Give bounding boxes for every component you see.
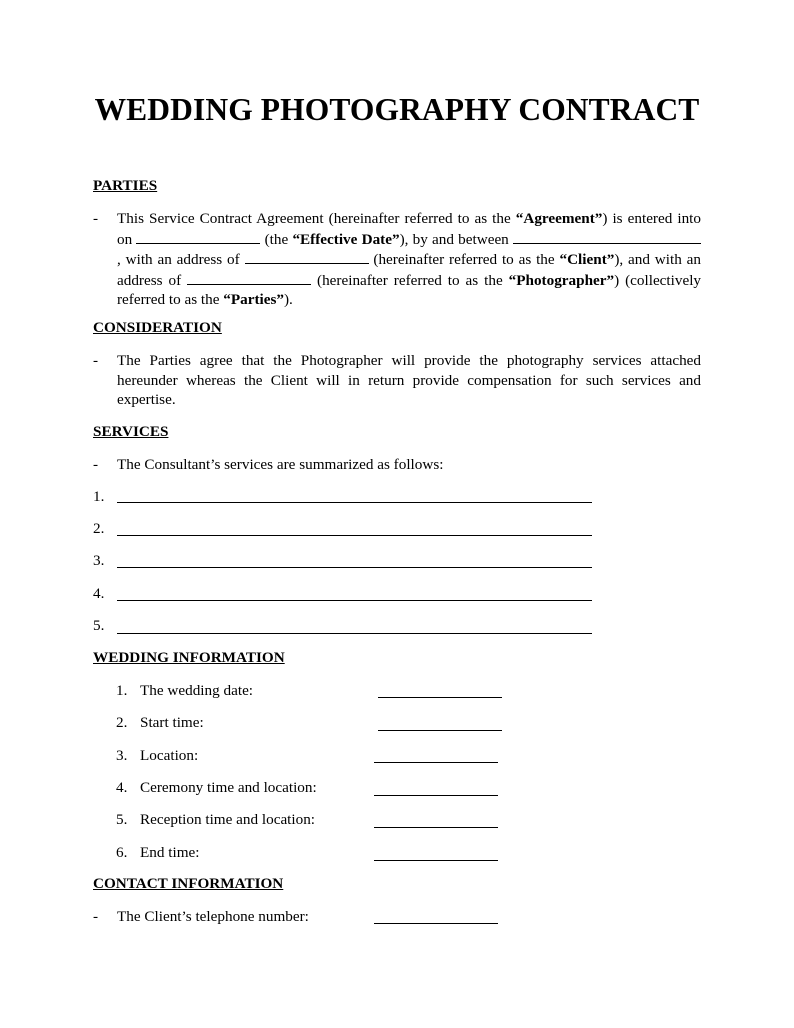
wedding-info-number: 4. (116, 779, 128, 796)
wedding-date-field[interactable] (378, 696, 502, 698)
wedding-info-number: 6. (116, 844, 128, 861)
wedding-info-number: 3. (116, 747, 128, 764)
location-field[interactable] (374, 761, 498, 763)
parties-text-9: ) (collectively referred to as the (117, 271, 702, 308)
document-title: WEDDING PHOTOGRAPHY CONTRACT (94, 92, 700, 127)
telephone-field[interactable] (374, 922, 498, 924)
service-line[interactable] (117, 501, 592, 503)
service-number: 1. (93, 488, 105, 505)
wedding-info-label: Location: (140, 747, 199, 764)
wedding-info-number: 2. (116, 714, 128, 731)
wedding-info-number: 5. (116, 811, 128, 828)
section-heading-consideration: CONSIDERATION (93, 319, 222, 336)
parties-text-1: This Service Contract Agreement (hereinafter referred to as the (117, 210, 516, 227)
start-time-field[interactable] (378, 729, 502, 731)
service-line[interactable] (117, 632, 592, 634)
wedding-info-label: Reception time and location: (140, 811, 316, 828)
service-line[interactable] (117, 534, 592, 536)
wedding-info-label: Start time: (140, 714, 204, 731)
end-time-field[interactable] (374, 859, 498, 861)
reception-field[interactable] (374, 826, 498, 828)
section-heading-contact-information: CONTACT INFORMATION (93, 875, 284, 892)
contact-bullet: - (93, 908, 99, 925)
section-heading-wedding-information: WEDDING INFORMATION (93, 649, 285, 666)
service-number: 5. (93, 617, 105, 634)
parties-text-8: (hereinafter referred to as the (311, 271, 509, 289)
wedding-info-label: End time: (140, 844, 200, 861)
service-line[interactable] (117, 566, 592, 568)
service-line[interactable] (117, 599, 592, 601)
photographer-term: “Photographer” (508, 271, 615, 289)
wedding-info-label: The wedding date: (140, 682, 254, 699)
parties-text-3: (the (260, 230, 293, 248)
wedding-info-label: Ceremony time and location: (140, 779, 317, 796)
parties-bullet: - (93, 210, 99, 227)
telephone-label: The Client’s telephone number: (117, 908, 309, 925)
service-number: 2. (93, 520, 105, 537)
parties-text-4: ), by and between (399, 230, 513, 248)
client-address-blank[interactable] (245, 249, 369, 264)
services-intro: The Consultant’s services are summarized as follows: (117, 456, 444, 473)
service-number: 4. (93, 585, 105, 602)
service-number: 3. (93, 552, 105, 569)
services-bullet: - (93, 456, 99, 473)
parties-text-6: (hereinafter referred to as the (368, 251, 560, 268)
date-blank[interactable] (136, 229, 260, 244)
consideration-paragraph: The Parties agree that the Photographer will provide the photography services attached hereunder whereas the Client will in return provide compensation for such services and expertise. (117, 352, 701, 408)
parties-term: “Parties” (223, 291, 284, 308)
section-heading-services: SERVICES (93, 423, 169, 440)
parties-paragraph (117, 209, 701, 310)
agreement-term: “Agreement” (515, 210, 603, 227)
parties-text-2: ) is entered into on (117, 210, 701, 248)
wedding-info-number: 1. (116, 682, 128, 699)
parties-text-10: ). (284, 291, 293, 308)
section-heading-parties: PARTIES (93, 177, 158, 194)
parties-text-5: , with an address of (117, 251, 245, 268)
client-term: “Client” (559, 251, 615, 268)
client-name-blank[interactable] (513, 229, 701, 244)
ceremony-field[interactable] (374, 794, 498, 796)
photographer-address-blank[interactable] (187, 270, 311, 285)
consideration-bullet: - (93, 352, 99, 369)
effective-date-term: “Effective Date” (292, 230, 400, 248)
parties-text-7: ), and with an address of (117, 251, 701, 289)
